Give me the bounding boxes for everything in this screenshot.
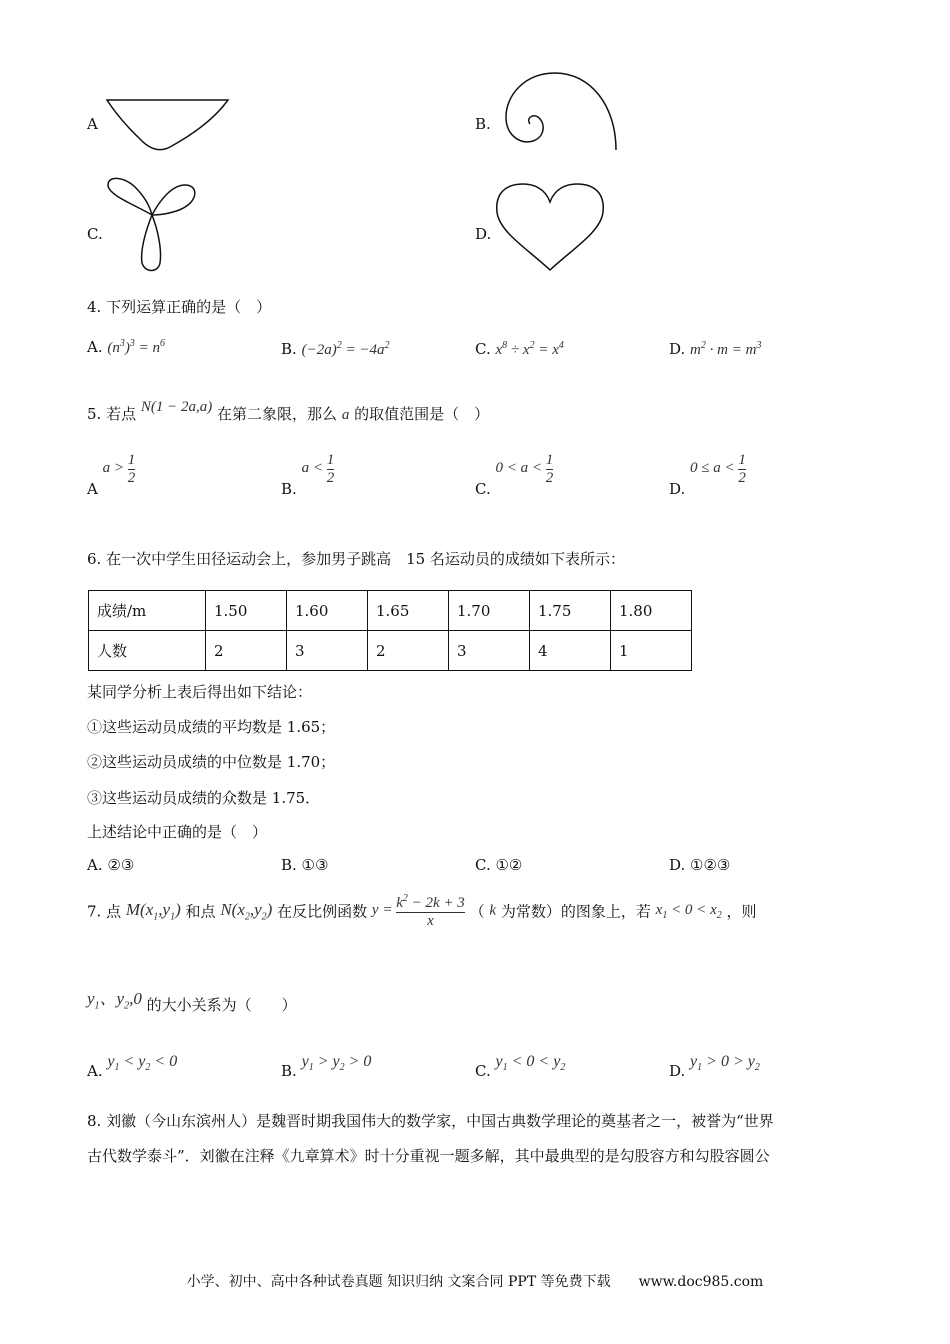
q7-line2-text: 的大小关系为（ ） bbox=[146, 996, 297, 1014]
table-cell: 1 bbox=[611, 631, 692, 671]
q6-option-a: A. ②③ bbox=[87, 856, 135, 874]
q7-text-3: 在反比例函数 bbox=[277, 902, 368, 921]
table-cell: 1.75 bbox=[530, 591, 611, 631]
q5-var: a bbox=[341, 407, 350, 423]
q4-option-d bbox=[669, 340, 761, 359]
table-cell: 1.65 bbox=[368, 591, 449, 631]
q7-text-5: 为常数）的图象上，若 bbox=[500, 902, 651, 921]
q7-values: $y_1$、$y_2,0$ bbox=[87, 989, 142, 1012]
q7-text-2: 和点 bbox=[185, 902, 216, 921]
heart-curve-figure bbox=[493, 180, 608, 275]
q5-option-d-formula: 0 ≤ a < $\frac{1}{2}$ bbox=[690, 452, 746, 486]
table-row bbox=[89, 631, 692, 671]
q5-stem-end: 的取值范围是（ ） bbox=[354, 405, 490, 423]
q8-line1: 8. 刘徽（今山东滨州人）是魏晋时期我国伟大的数学家，中国古典数学理论的奠基者之一，被誉为“世界 bbox=[87, 1112, 774, 1130]
q4-option-d-formula: $m^2 \cdot m = m^3$ bbox=[690, 340, 762, 358]
table-cell: 1.50 bbox=[206, 591, 287, 631]
q5-option-a-formula: a > $\frac{1}{2}$ bbox=[102, 452, 136, 486]
q6-option-d: D. ①②③ bbox=[669, 856, 731, 874]
q4-option-b bbox=[281, 340, 389, 359]
table-cell: 3 bbox=[449, 631, 530, 671]
q6-option-b: B. ①③ bbox=[281, 856, 329, 874]
q7-line2 bbox=[87, 990, 297, 1017]
q7-option-c-formula: $y_1 < 0 < y_2$ bbox=[495, 1053, 566, 1074]
bowl-curve-figure bbox=[100, 95, 240, 160]
table-cell: 3 bbox=[287, 631, 368, 671]
score-table bbox=[88, 590, 692, 671]
q7-option-d bbox=[669, 1052, 760, 1080]
table-cell: 1.80 bbox=[611, 591, 692, 631]
q7-point-m: $M(x_1,y_1)$ bbox=[125, 899, 181, 923]
q7-text-6: ，则 bbox=[726, 902, 757, 921]
q6-option-c: C. ①② bbox=[475, 856, 523, 874]
q8-line2: 古代数学泰斗”．刘徽在注释《九章算术》时十分重视一题多解，其中最典型的是勾股容方和勾股容圆公 bbox=[87, 1147, 770, 1165]
q5-option-c bbox=[475, 452, 554, 499]
q7-option-b bbox=[281, 1052, 372, 1080]
q7-option-d-label: D. bbox=[669, 1062, 686, 1080]
table-cell: 4 bbox=[530, 631, 611, 671]
q7-stem bbox=[87, 893, 757, 929]
table-cell: 2 bbox=[368, 631, 449, 671]
q5-option-b-label: B. bbox=[281, 480, 297, 499]
q7-option-c bbox=[475, 1052, 566, 1080]
table-cell: 2 bbox=[206, 631, 287, 671]
q5-option-a bbox=[87, 452, 136, 499]
q6-stem: 6. 在一次中学生田径运动会上，参加男子跳高 15 名运动员的成绩如下表所示： bbox=[87, 550, 625, 568]
q4-option-c bbox=[475, 340, 564, 359]
table-row bbox=[89, 591, 692, 631]
q6-conclusion-3: ③这些运动员成绩的众数是 1.75． bbox=[87, 789, 321, 807]
q4-stem: 4. 下列运算正确的是（ ） bbox=[87, 298, 272, 316]
q4-option-c-label: C. bbox=[475, 340, 491, 358]
q7-option-d-formula: $y_1 > 0 > y_2$ bbox=[690, 1053, 760, 1074]
trefoil-curve-figure bbox=[100, 175, 210, 275]
q7-option-b-label: B. bbox=[281, 1062, 297, 1080]
table-cell: 人数 bbox=[89, 631, 206, 671]
q5-option-c-label: C. bbox=[475, 480, 491, 499]
q5-option-b bbox=[281, 452, 335, 499]
q7-option-b-formula: $y_1 > y_2 > 0$ bbox=[301, 1053, 372, 1074]
table-cell: 1.70 bbox=[449, 591, 530, 631]
q7-function: y = $\frac{k^2 - 2k + 3}{x}$ bbox=[371, 893, 465, 929]
q4-option-d-label: D. bbox=[669, 340, 686, 358]
q4-option-b-label: B. bbox=[281, 340, 297, 358]
q6-lead: 某同学分析上表后得出如下结论： bbox=[87, 683, 313, 701]
q5-option-a-label: A bbox=[87, 480, 98, 499]
q5-stem-prefix: 5. 若点 bbox=[87, 405, 137, 423]
q4-option-a-label: A. bbox=[87, 338, 103, 356]
q5-stem-suffix: 在第二象限，那么 bbox=[217, 405, 338, 423]
q3-option-c-label: C. bbox=[87, 225, 103, 243]
q7-option-a-label: A. bbox=[87, 1062, 103, 1080]
q4-option-b-formula: $(-2a)^2 = -4a^2$ bbox=[301, 340, 390, 358]
table-cell: 成绩/m bbox=[89, 591, 206, 631]
q7-text-4: （ bbox=[469, 902, 485, 921]
q7-point-n: $N(x_2,y_2)$ bbox=[220, 899, 273, 923]
q7-condition: $x_1 < 0 < x_2$ bbox=[655, 901, 722, 921]
q5-point-formula: N(1 − 2a,a) bbox=[140, 399, 213, 415]
q7-text-1: 7. 点 bbox=[87, 902, 122, 921]
q7-k: k bbox=[489, 902, 497, 919]
q3-option-a-label: A bbox=[87, 115, 98, 133]
q6-conclusion-2: ②这些运动员成绩的中位数是 1.70； bbox=[87, 753, 336, 771]
page-footer: 小学、初中、高中各种试卷真题 知识归纳 文案合同 PPT 等免费下载 www.doc985.com bbox=[186, 1274, 764, 1290]
spiral-curve-figure bbox=[490, 65, 630, 160]
q7-option-c-label: C. bbox=[475, 1062, 491, 1080]
q3-option-d-label: D. bbox=[475, 225, 492, 243]
q5-option-d-label: D. bbox=[669, 480, 686, 499]
q4-option-a-formula: $(n^3)^3 = n^6$ bbox=[107, 338, 166, 356]
q3-option-b-label: B. bbox=[475, 115, 491, 133]
table-cell: 1.60 bbox=[287, 591, 368, 631]
q7-option-a-formula: $y_1 < y_2 < 0$ bbox=[107, 1053, 178, 1074]
q6-ask: 上述结论中正确的是（ ） bbox=[87, 823, 268, 841]
q4-option-c-formula: $x^8 \div x^2 = x^4$ bbox=[495, 340, 564, 358]
q5-option-d bbox=[669, 452, 746, 499]
q5-option-c-formula: 0 < a < $\frac{1}{2}$ bbox=[495, 452, 554, 486]
q5-option-b-formula: a < $\frac{1}{2}$ bbox=[301, 452, 335, 486]
q7-option-a bbox=[87, 1052, 178, 1080]
q5-stem bbox=[87, 399, 490, 424]
q4-option-a bbox=[87, 338, 165, 357]
q6-conclusion-1: ①这些运动员成绩的平均数是 1.65； bbox=[87, 718, 336, 736]
